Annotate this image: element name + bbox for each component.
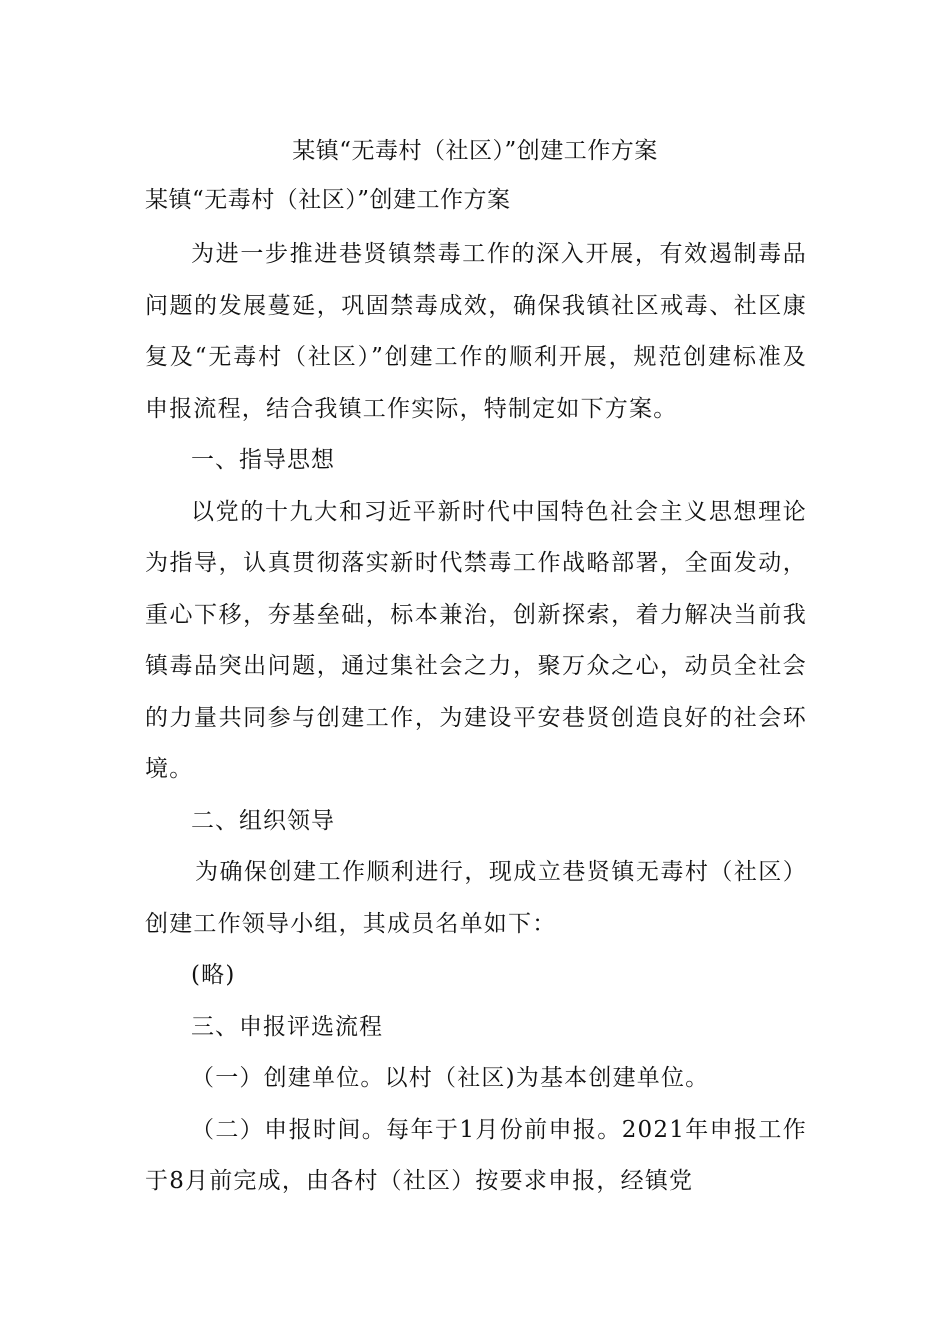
document-title: 某镇“无毒村（社区）”创建工作方案 — [292, 138, 658, 164]
section-heading-guiding-thought: 一、指导思想 — [191, 447, 335, 473]
paragraph-creation-unit: （一）创建单位。以村（社区)为基本创建单位。 — [191, 1065, 710, 1091]
paragraph-application-time: （二）申报时间。每年于1月份前申报。2021年申报工作于8月前完成，由各村（社区）按要求申报，经镇党 — [145, 1116, 807, 1194]
document-body — [145, 229, 807, 1208]
section-heading-application-process: 三、申报评选流程 — [191, 1013, 383, 1040]
paragraph-guiding-thought: 以党的十九大和习近平新时代中国特色社会主义思想理论为指导，认真贯彻落实新时代禁毒工作战略部署，全面发动，重心下移，夯基垒础，标本兼治，创新探索，着力解决当前我镇毒品突出问题，通过集社会之力，聚万众之心，动员全社会的力量共同参与创建工作，为建设平安巷贤创造良好的社会环境。 — [145, 498, 807, 782]
paragraph-organization: 为确保创建工作顺利进行，现成立巷贤镇无毒村（社区） 创建工作领导小组，其成员名单如下： — [145, 859, 807, 937]
document-subtitle: 某镇“无毒村（社区）”创建工作方案 — [145, 187, 511, 213]
section-heading-organization: 二、组织领导 — [191, 807, 335, 834]
paragraph-omitted: (略) — [191, 962, 236, 988]
paragraph-intro: 为进一步推进巷贤镇禁毒工作的深入开展，有效遏制毒品问题的发展蔓延，巩固禁毒成效，确保我镇社区戒毒、社区康复及“无毒村（社区）”创建工作的顺利开展，规范创建标准及申报流程，结合我镇工作实际，特制定如下方案。 — [145, 241, 807, 422]
